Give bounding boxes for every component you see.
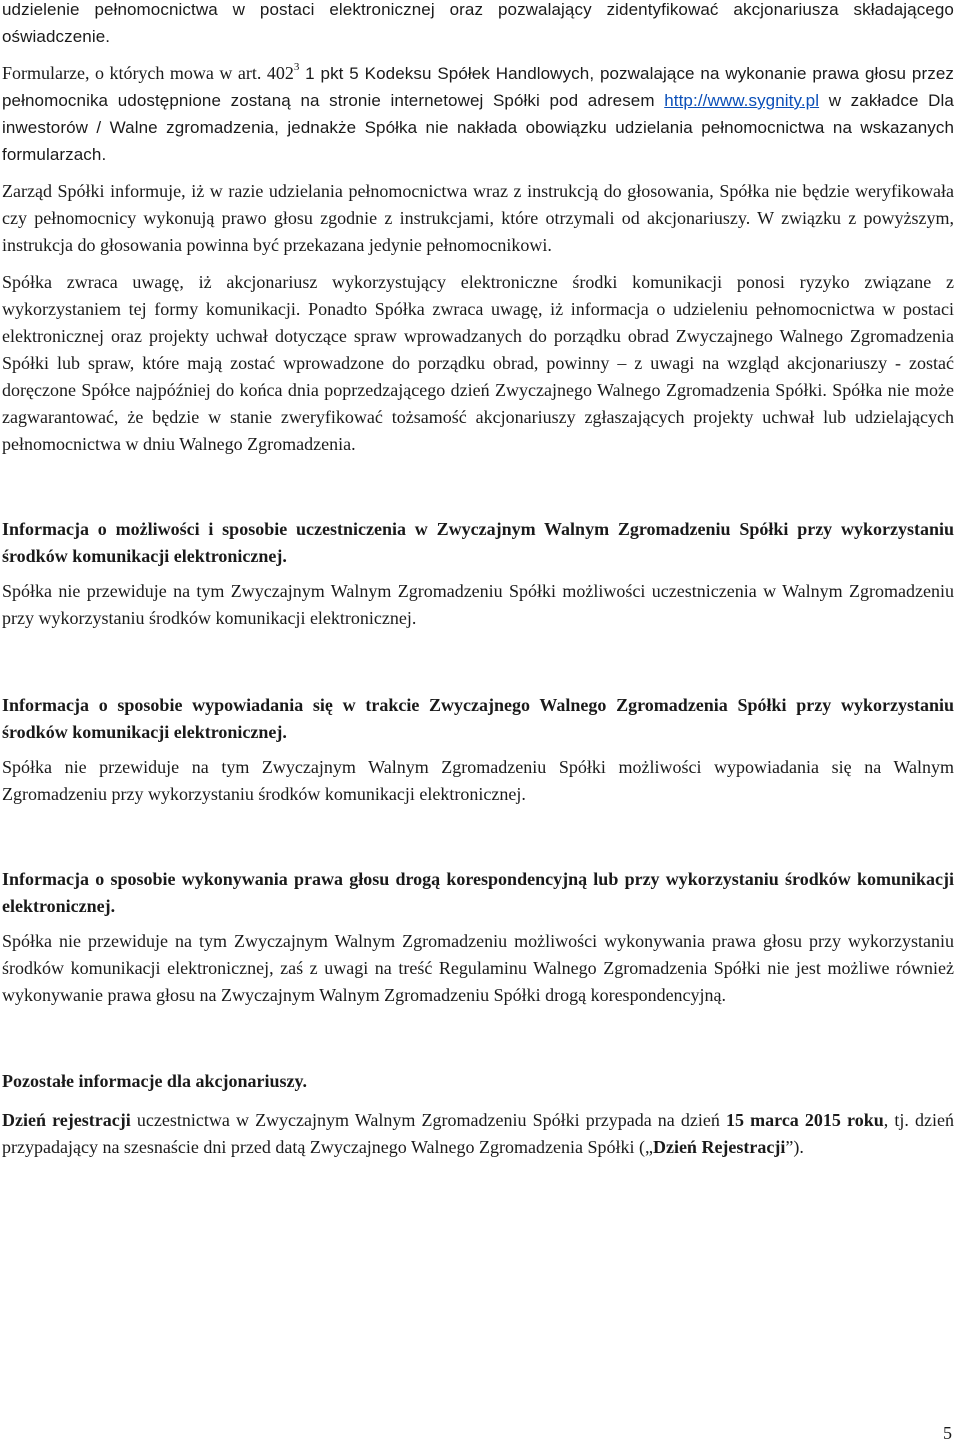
paragraph-text: Zarząd Spółki informuje, iż w razie udzielania pełnomocnictwa wraz z instrukcją do głosowania, Spółka nie będzie weryfikowała czy pełnomocnicy wykonują prawo głosu zgodnie z instrukcjami, które otrzymali od akcjonariuszy. W związku z powyższym, instrukcja do głosowania powinna być przekazana jedynie pełnomocnikowi. [2,181,954,255]
section-heading-other-info: Pozostałe informacje dla akcjonariuszy. [2,1071,307,1091]
paragraph-risk [2,269,954,458]
registration-text-1: uczestnictwa w Zwyczajnym Walnym Zgromadzeniu Spółki przypada na dzień [130,1110,727,1130]
section-heading-voting: Informacja o sposobie wykonywania prawa głosu drogą korespondencyjną lub przy wykorzystaniu środków komunikacji elektronicznej. [2,869,954,916]
section-heading-electronic-speaking: Informacja o sposobie wypowiadania się w trakcie Zwyczajnego Walnego Zgromadzenia Spółki przy wykorzystaniu środków komunikacji elektronicznej. [2,695,954,742]
paragraph-proxy-identification [2,0,954,50]
registration-text-2: , tj. dzień przypadający na szesnaście dni przed datą Zwyczajnego Walnego Zgromadzenia Spółki („ [2,1110,954,1157]
registration-day-term: Dzień rejestracji [2,1110,131,1130]
forms-text-end: w zakładce Dla inwestorów / Walne zgromadzenia, jednakże Spółka nie nakłada obowiązku udzielania pełnomocnictwa na wskazanych formularzach. [2,91,954,164]
registration-date: 15 marca 2015 roku [726,1110,884,1130]
registration-day-defined-term: Dzień Rejestracji [652,1137,786,1157]
page-number: 5 [943,1423,952,1443]
section-body-voting: Spółka nie przewiduje na tym Zwyczajnym Walnym Zgromadzeniu możliwości wykonywania prawa głosu przy wykorzystaniu środków komunikacji elektronicznej, zaś z uwagi na treść Regulaminu Walnego Zgromadzenia Spółki nie jest możliwe również wykonywanie prawa głosu na Zwyczajnym Walnym Zgromadzeniu Spółki drogą korespondencyjną. [2,931,954,1005]
page-content [2,0,954,1161]
company-website-link[interactable]: http://www.sygnity.pl [664,91,820,110]
paragraph-forms [2,60,954,168]
section-body-electronic-speaking: Spółka nie przewiduje na tym Zwyczajnym Walnym Zgromadzeniu Spółki możliwości wypowiadania się na Walnym Zgromadzeniu przy wykorzystaniu środków komunikacji elektronicznej. [2,757,954,804]
forms-text-middle: 1 pkt 5 Kodeksu Spółek Handlowych, pozwalające na wykonanie prawa głosu przez pełnomocnika udostępnione zostaną na stronie internetowej Spółki pod adresem [2,64,954,110]
paragraph-instructions [2,178,954,259]
paragraph-registration-day [2,1107,954,1161]
section-heading-electronic-participation: Informacja o możliwości i sposobie uczestniczenia w Zwyczajnym Walnym Zgromadzeniu Spółki przy wykorzystaniu środków komunikacji elektronicznej. [2,519,954,566]
registration-text-3: ”). [785,1137,804,1157]
section-body-electronic-participation: Spółka nie przewiduje na tym Zwyczajnym Walnym Zgromadzeniu Spółki możliwości uczestniczenia w Walnym Zgromadzeniu przy wykorzystaniu środków komunikacji elektronicznej. [2,581,954,628]
paragraph-text: udzielenie pełnomocnictwa w postaci elektronicznej oraz pozwalający zidentyfikować akcjonariusza składającego oświadczenie. [2,0,954,46]
forms-text-start: Formularze, o których mowa w art. 402 [2,63,294,83]
article-superscript: 3 [293,61,300,73]
paragraph-text: Spółka zwraca uwagę, iż akcjonariusz wykorzystujący elektroniczne środki komunikacji ponosi ryzyko związane z wykorzystaniem tej formy komunikacji. Ponadto Spółka zwraca uwagę, iż informacja o udzieleniu pełnomocnictwa w postaci elektronicznej oraz projekty uchwał dotyczące spraw wprowadzanych do porządku obrad Zwyczajnego Walnego Zgromadzenia Spółki lub spraw, które mają zostać wprowadzone do porządku obrad, powinny – z uwagi na wzgląd akcjonariuszy - zostać doręczone Spółce najpóźniej do końca dnia poprzedzającego dzień Zwyczajnego Walnego Zgromadzenia Spółki. Spółka nie może zagwarantować, że będzie w stanie zweryfikować tożsamość akcjonariuszy zgłaszających projekty uchwał lub udzielających pełnomocnictwa w dniu Walnego Zgromadzenia. [2,272,954,454]
